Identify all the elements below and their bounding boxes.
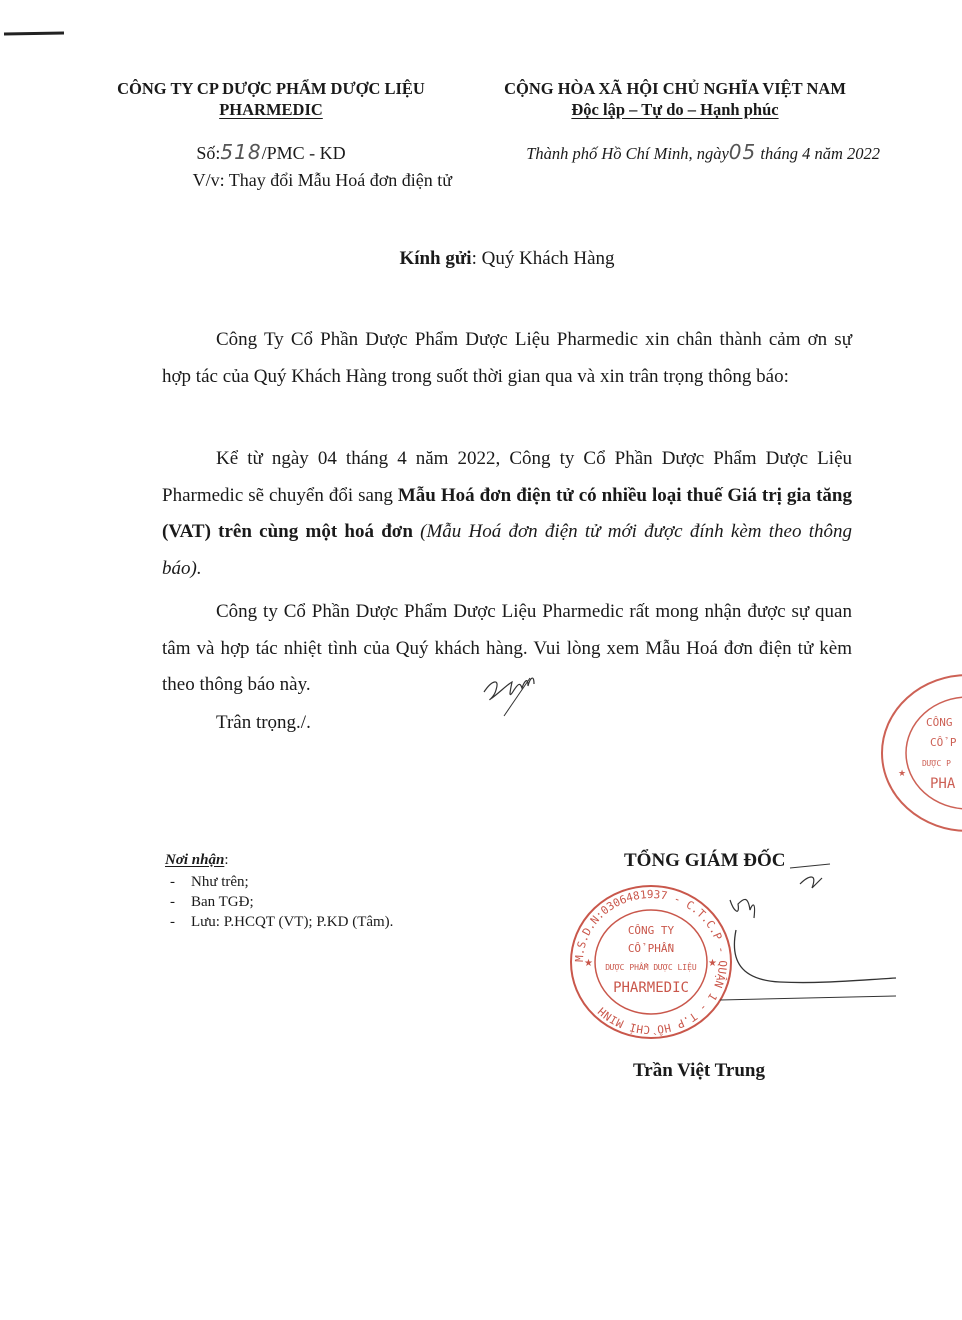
doc-no-handwritten: 518 <box>220 140 262 164</box>
nation-title: CỘNG HÒA XÃ HỘI CHỦ NGHĨA VIỆT NAM <box>504 79 846 98</box>
salutation-recipient: : Quý Khách Hàng <box>471 248 615 269</box>
p2-start: Kể từ ngày 04 tháng 4 năm 2022, Công ty Cổ Phần Dược Phẩm Dược Liệu Pharmedic sẽ chuyển đổi sang <box>162 448 852 506</box>
date-day-handwritten: 05 <box>728 140 757 164</box>
document-number <box>90 140 452 164</box>
recipients-title: Nơi nhận <box>165 852 225 868</box>
closing-remark: Trân trọng./. <box>216 712 311 733</box>
p2-bold: Mẫu Hoá đơn điện tử có nhiều loại thuế Giá trị gia tăng (VAT) trên cùng một hoá đơn <box>162 484 852 543</box>
svg-text:★: ★ <box>898 769 907 779</box>
p2-italic: (Mẫu Hoá đơn điện tử mới được đính kèm theo thông báo). <box>162 521 852 579</box>
stamp-line-2: CỔ PHẦN <box>627 942 675 955</box>
signatory-name: Trần Việt Trung <box>633 1060 765 1081</box>
company-header <box>90 78 452 120</box>
date-suffix: tháng 4 năm 2022 <box>760 144 880 163</box>
recipient-item: - Như trên; <box>165 872 393 892</box>
recipients-colon: : <box>224 852 229 868</box>
recipient-item: - Lưu: P.HCQT (VT); P.KD (Tâm). <box>165 912 393 932</box>
signature-title: TỔNG GIÁM ĐỐC <box>624 850 786 871</box>
salutation <box>0 248 962 270</box>
body-paragraph-2 <box>162 441 852 587</box>
scan-mark <box>4 31 64 35</box>
body-paragraph-3: Công ty Cổ Phần Dược Phẩm Dược Liệu Pharmedic rất mong nhận được sự quan tâm và hợp tác nhiệt tình của Quý khách hàng. Vui lòng xem Mẫu Hoá đơn điện tử kèm theo thông báo này. <box>162 601 852 696</box>
svg-text:★: ★ <box>708 958 717 969</box>
director-signature-icon <box>700 860 900 1010</box>
nation-motto: Độc lập – Tự do – Hạnh phúc <box>571 100 779 119</box>
document-subject: V/v: Thay đổi Mẫu Hoá đơn điện tử <box>192 170 452 190</box>
svg-text:DƯỢC P: DƯỢC P <box>922 759 951 768</box>
doc-no-suffix: /PMC - KD <box>261 143 346 163</box>
recipients-block <box>165 850 393 932</box>
svg-text:CỔ P: CỔ P <box>930 736 957 749</box>
doc-no-prefix: Số: <box>196 143 221 163</box>
company-name: PHARMEDIC <box>219 100 323 119</box>
nation-header <box>470 78 880 120</box>
svg-text:CÔNG: CÔNG <box>926 716 953 729</box>
date-prefix: Thành phố Hồ Chí Minh, ngày <box>526 144 729 163</box>
partial-stamp-icon <box>876 672 962 834</box>
stamp-line-3: DƯỢC PHẨM DƯỢC LIỆU <box>605 963 697 972</box>
body-paragraph-1: Công Ty Cổ Phần Dược Phẩm Dược Liệu Pharmedic xin chân thành cảm ơn sự hợp tác của Quý Khách Hàng trong suốt thời gian qua và xin trân trọng thông báo: <box>162 329 852 387</box>
svg-text:PHA: PHA <box>930 776 956 792</box>
initials-signature-icon <box>478 672 548 722</box>
salutation-label: Kính gửi <box>399 248 472 269</box>
stamp-ring-text: M.S.D.N:0306481937 - C.T.C.P - QUẬN 1 - T.P HỒ CHÍ MINH <box>572 887 730 1037</box>
stamp-line-4: PHARMEDIC <box>613 980 689 996</box>
company-line: CÔNG TY CP DƯỢC PHẨM DƯỢC LIỆU <box>117 79 425 98</box>
document-date <box>470 140 880 164</box>
stamp-line-1: CÔNG TY <box>627 924 675 937</box>
recipient-item: - Ban TGĐ; <box>165 892 393 912</box>
svg-text:★: ★ <box>584 958 593 969</box>
